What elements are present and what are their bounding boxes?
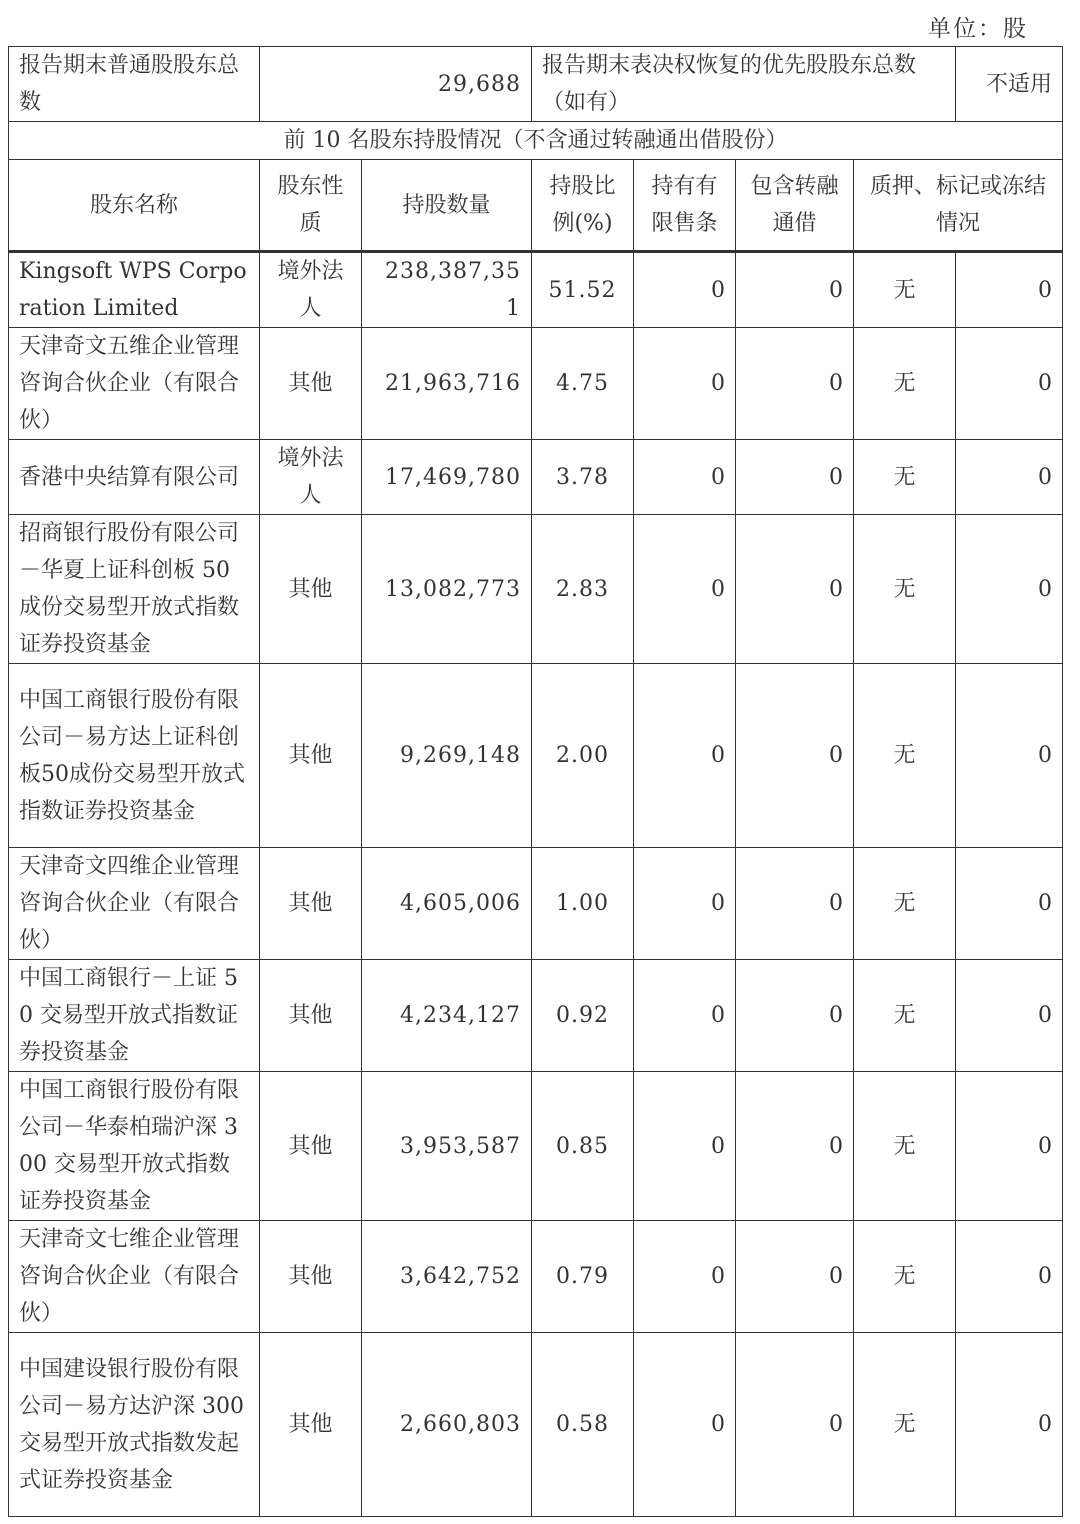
- lending-shares: 0: [736, 328, 854, 440]
- shareholder-nature: 其他: [260, 1221, 362, 1333]
- restricted-shares: 0: [634, 1333, 736, 1517]
- shareholder-name: 招商银行股份有限公司－华夏上证科创板 50 成份交易型开放式指数证券投资基金: [9, 515, 260, 664]
- lending-shares: 0: [736, 664, 854, 848]
- pledge-quantity: 0: [956, 1333, 1063, 1517]
- share-ratio: 2.83: [532, 515, 634, 664]
- share-quantity: 3,642,752: [362, 1221, 532, 1333]
- shareholder-name: 中国工商银行股份有限公司－易方达上证科创板50成份交易型开放式指数证券投资基金: [9, 664, 260, 848]
- summary-common-value: 29,688: [260, 47, 532, 122]
- table-row: [9, 1072, 1063, 1221]
- pledge-quantity: 0: [956, 440, 1063, 515]
- shareholder-nature: 其他: [260, 960, 362, 1072]
- share-quantity: 4,605,006: [362, 848, 532, 960]
- summary-pref-value: 不适用: [956, 47, 1063, 122]
- share-ratio: 0.58: [532, 1333, 634, 1517]
- shareholder-nature: 其他: [260, 1072, 362, 1221]
- lending-shares: 0: [736, 1072, 854, 1221]
- share-ratio: 2.00: [532, 664, 634, 848]
- shareholder-table: [8, 46, 1063, 1517]
- restricted-shares: 0: [634, 1221, 736, 1333]
- restricted-shares: 0: [634, 960, 736, 1072]
- share-ratio: 3.78: [532, 440, 634, 515]
- pledge-status: 无: [854, 515, 956, 664]
- pledge-status: 无: [854, 1333, 956, 1517]
- table-row: [9, 1333, 1063, 1517]
- share-ratio: 0.85: [532, 1072, 634, 1221]
- shareholder-name: 中国建设银行股份有限公司－易方达沪深 300 交易型开放式指数发起式证券投资基金: [9, 1333, 260, 1517]
- lending-shares: 0: [736, 1333, 854, 1517]
- restricted-shares: 0: [634, 328, 736, 440]
- pledge-status: 无: [854, 252, 956, 328]
- header-nature: 股东性质: [260, 160, 362, 252]
- restricted-shares: 0: [634, 664, 736, 848]
- restricted-shares: 0: [634, 440, 736, 515]
- section-title-row: [9, 122, 1063, 160]
- shareholder-name: 天津奇文四维企业管理咨询合伙企业（有限合伙）: [9, 848, 260, 960]
- share-quantity: 238,387,351: [362, 252, 532, 328]
- summary-pref-label: 报告期末表决权恢复的优先股股东总数（如有）: [532, 47, 956, 122]
- table-row: [9, 664, 1063, 848]
- shareholder-nature: 其他: [260, 328, 362, 440]
- lending-shares: 0: [736, 515, 854, 664]
- header-name: 股东名称: [9, 160, 260, 252]
- lending-shares: 0: [736, 440, 854, 515]
- header-row: [9, 160, 1063, 252]
- table-row: [9, 440, 1063, 515]
- shareholder-nature: 境外法人: [260, 252, 362, 328]
- shareholder-name: 中国工商银行－上证 50 交易型开放式指数证券投资基金: [9, 960, 260, 1072]
- header-restricted: 持有有限售条: [634, 160, 736, 252]
- shareholder-name: 天津奇文五维企业管理咨询合伙企业（有限合伙）: [9, 328, 260, 440]
- section-title: 前 10 名股东持股情况（不含通过转融通出借股份）: [9, 122, 1063, 160]
- restricted-shares: 0: [634, 515, 736, 664]
- share-quantity: 13,082,773: [362, 515, 532, 664]
- header-pledge: 质押、标记或冻结情况: [854, 160, 1063, 252]
- table-row: [9, 328, 1063, 440]
- share-quantity: 3,953,587: [362, 1072, 532, 1221]
- share-ratio: 0.92: [532, 960, 634, 1072]
- unit-label: 单位：股: [928, 16, 1028, 42]
- shareholder-nature: 境外法人: [260, 440, 362, 515]
- pledge-quantity: 0: [956, 848, 1063, 960]
- pledge-quantity: 0: [956, 1221, 1063, 1333]
- pledge-quantity: 0: [956, 664, 1063, 848]
- share-quantity: 9,269,148: [362, 664, 532, 848]
- lending-shares: 0: [736, 252, 854, 328]
- header-lending: 包含转融通借: [736, 160, 854, 252]
- share-quantity: 4,234,127: [362, 960, 532, 1072]
- shareholder-name: 香港中央结算有限公司: [9, 440, 260, 515]
- restricted-shares: 0: [634, 252, 736, 328]
- lending-shares: 0: [736, 1221, 854, 1333]
- pledge-status: 无: [854, 1072, 956, 1221]
- pledge-quantity: 0: [956, 1072, 1063, 1221]
- table-row: [9, 960, 1063, 1072]
- header-quantity: 持股数量: [362, 160, 532, 252]
- pledge-quantity: 0: [956, 960, 1063, 1072]
- pledge-quantity: 0: [956, 515, 1063, 664]
- share-quantity: 2,660,803: [362, 1333, 532, 1517]
- share-ratio: 0.79: [532, 1221, 634, 1333]
- table-row: [9, 515, 1063, 664]
- pledge-status: 无: [854, 328, 956, 440]
- share-quantity: 21,963,716: [362, 328, 532, 440]
- summary-row: [9, 47, 1063, 122]
- shareholder-nature: 其他: [260, 1333, 362, 1517]
- shareholder-nature: 其他: [260, 848, 362, 960]
- share-quantity: 17,469,780: [362, 440, 532, 515]
- summary-common-label: 报告期末普通股股东总数: [9, 47, 260, 122]
- share-ratio: 4.75: [532, 328, 634, 440]
- restricted-shares: 0: [634, 848, 736, 960]
- table-row: [9, 252, 1063, 328]
- pledge-status: 无: [854, 960, 956, 1072]
- pledge-quantity: 0: [956, 252, 1063, 328]
- lending-shares: 0: [736, 848, 854, 960]
- pledge-quantity: 0: [956, 328, 1063, 440]
- shareholder-name: Kingsoft WPS Corporation Limited: [9, 252, 260, 328]
- table-row: [9, 1221, 1063, 1333]
- pledge-status: 无: [854, 440, 956, 515]
- share-ratio: 1.00: [532, 848, 634, 960]
- share-ratio: 51.52: [532, 252, 634, 328]
- shareholder-nature: 其他: [260, 515, 362, 664]
- table-row: [9, 848, 1063, 960]
- shareholder-name: 中国工商银行股份有限公司－华泰柏瑞沪深 300 交易型开放式指数证券投资基金: [9, 1072, 260, 1221]
- restricted-shares: 0: [634, 1072, 736, 1221]
- shareholder-nature: 其他: [260, 664, 362, 848]
- shareholder-name: 天津奇文七维企业管理咨询合伙企业（有限合伙）: [9, 1221, 260, 1333]
- lending-shares: 0: [736, 960, 854, 1072]
- pledge-status: 无: [854, 1221, 956, 1333]
- header-ratio: 持股比例(%): [532, 160, 634, 252]
- pledge-status: 无: [854, 848, 956, 960]
- pledge-status: 无: [854, 664, 956, 848]
